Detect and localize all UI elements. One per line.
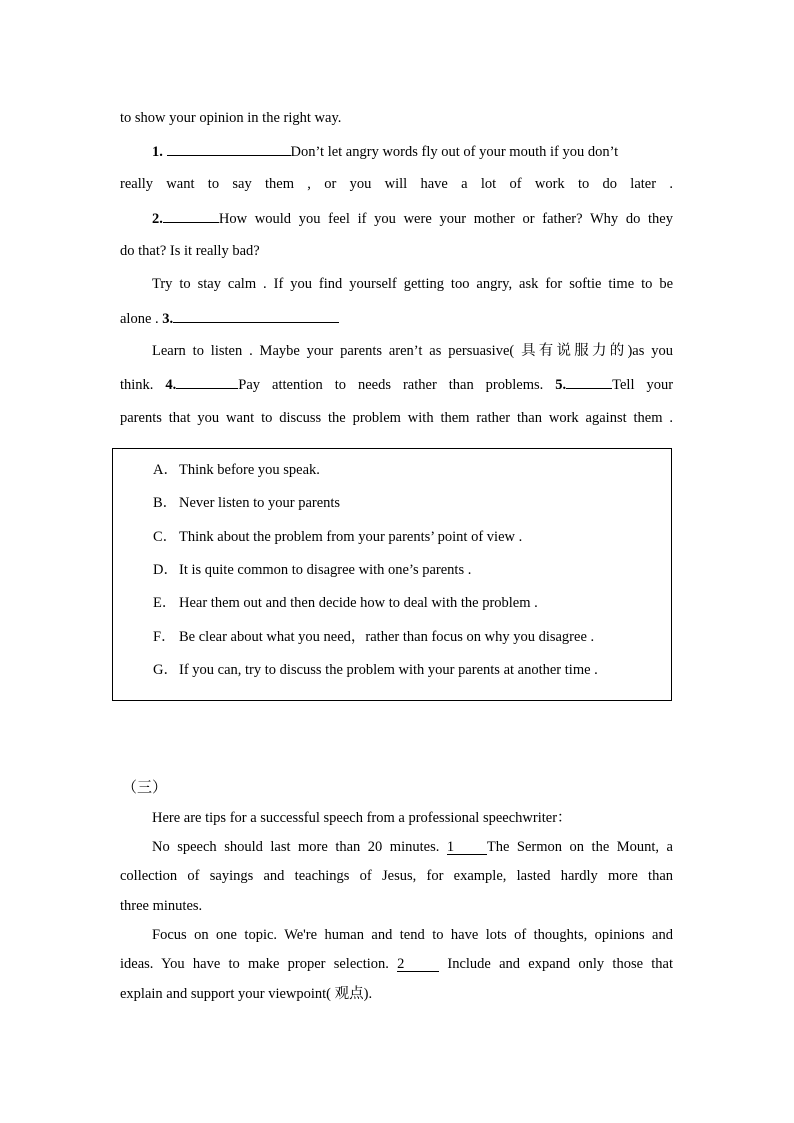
text-line: collection of sayings and teachings of Jesus, for example, lasted hardly more than bbox=[120, 868, 673, 884]
answer-blank-3[interactable] bbox=[173, 308, 339, 323]
option-text: Think before you speak. bbox=[179, 462, 320, 478]
answer-blank-p3-2[interactable]: 2 bbox=[397, 957, 439, 972]
text-fragment: No speech should last more than 20 minutes. bbox=[152, 839, 440, 855]
text-line: parents that you want to discuss the problem with them rather than work against them . bbox=[120, 410, 673, 426]
option-c bbox=[153, 527, 522, 547]
question-text: Pay attention to needs rather than problems. bbox=[238, 377, 544, 393]
text-line: Focus on one topic. We're human and tend to have lots of thoughts, opinions and bbox=[152, 927, 673, 943]
option-letter: E． bbox=[153, 595, 177, 611]
option-f bbox=[153, 627, 594, 647]
answer-blank-1[interactable] bbox=[167, 141, 291, 156]
option-text: Never listen to your parents bbox=[179, 495, 341, 511]
text-line: three minutes. bbox=[120, 898, 203, 914]
question-3-line bbox=[120, 308, 673, 329]
answer-blank-5[interactable] bbox=[566, 374, 612, 389]
option-letter: F． bbox=[153, 629, 176, 645]
option-text: Think about the problem from your parents’ point of view . bbox=[179, 529, 523, 545]
text-line: do that? Is it really bad? bbox=[120, 243, 260, 259]
option-letter: G． bbox=[153, 662, 178, 678]
answer-blank-2[interactable] bbox=[163, 208, 219, 223]
text-fragment: ideas. You have to make proper selection. bbox=[120, 956, 389, 972]
question-number: 5. bbox=[555, 377, 567, 393]
options-box bbox=[112, 448, 672, 701]
section-heading: （三） bbox=[122, 780, 168, 796]
option-d bbox=[153, 560, 471, 580]
question-4-5-line bbox=[120, 374, 673, 395]
text-fragment: alone . bbox=[120, 311, 159, 327]
question-number: 4. bbox=[165, 377, 177, 393]
option-g bbox=[153, 660, 598, 680]
option-text: Hear them out and then decide how to deal with the problem . bbox=[179, 595, 538, 611]
option-a bbox=[153, 460, 320, 480]
text-fragment: The Sermon on the Mount, a bbox=[486, 839, 673, 855]
option-text: Be clear about what you need，rather than focus on why you disagree . bbox=[179, 629, 595, 645]
option-letter: C． bbox=[153, 529, 178, 545]
question-number: 1. bbox=[152, 144, 163, 160]
question-text: How would you feel if you were your mother or father? Why do they bbox=[218, 211, 673, 227]
paragraph-2-line-2 bbox=[120, 954, 673, 974]
question-number: 3. bbox=[162, 311, 174, 327]
question-text: Don’t let angry words fly out of your mouth if you don’t bbox=[290, 144, 619, 160]
paragraph-1-line-1 bbox=[152, 837, 673, 857]
text-line: to show your opinion in the right way. bbox=[120, 110, 342, 126]
text-line: Here are tips for a successful speech from a professional speechwriter： bbox=[152, 810, 572, 826]
question-number: 2. bbox=[152, 211, 163, 227]
option-e bbox=[153, 593, 538, 613]
text-fragment: Include and expand only those that bbox=[447, 956, 674, 972]
text-line: really want to say them , or you will have a lot of work to do later . bbox=[120, 176, 673, 192]
question-2-line bbox=[152, 208, 673, 229]
text-line: explain and support your viewpoint( 观点). bbox=[120, 986, 373, 1002]
option-text: If you can, try to discuss the problem with your parents at another time . bbox=[179, 662, 598, 678]
option-b bbox=[153, 493, 340, 513]
question-text: Tell your bbox=[612, 377, 674, 393]
text-fragment: think. bbox=[120, 377, 154, 393]
text-line: Learn to listen . Maybe your parents aren’t as persuasive( 具有说服力的)as you bbox=[152, 343, 673, 359]
option-text: It is quite common to disagree with one’s parents . bbox=[179, 562, 472, 578]
question-1-line bbox=[152, 141, 673, 162]
text-line: Try to stay calm . If you find yourself getting too angry, ask for softie time to be bbox=[152, 276, 673, 292]
option-letter: B． bbox=[153, 495, 178, 511]
option-letter: A． bbox=[153, 462, 178, 478]
option-letter: D． bbox=[153, 562, 178, 578]
answer-blank-p3-1[interactable]: 1 bbox=[447, 840, 487, 855]
answer-blank-4[interactable] bbox=[176, 374, 238, 389]
